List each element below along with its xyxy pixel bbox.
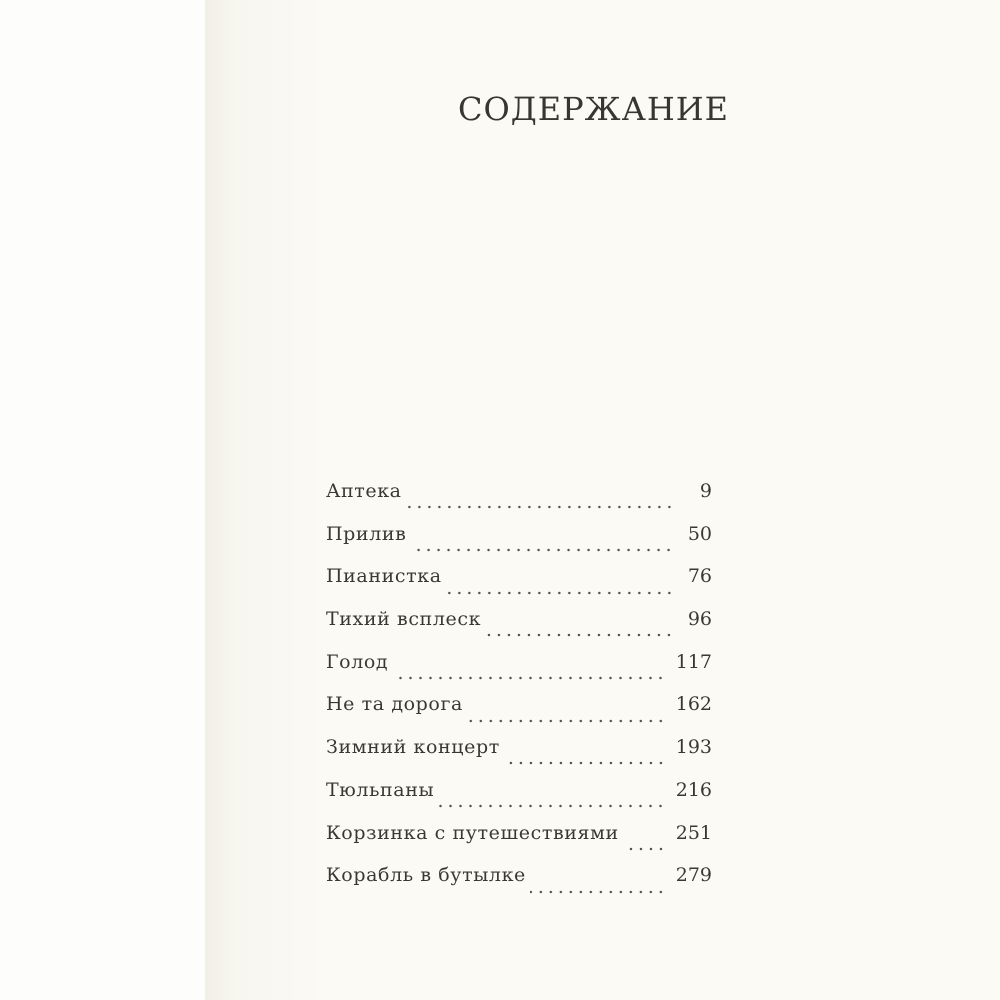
toc-entry bbox=[326, 608, 712, 651]
toc-entry-page: 162 bbox=[675, 693, 712, 716]
dot-leader bbox=[467, 719, 666, 723]
toc-entry-page: 96 bbox=[687, 608, 712, 631]
toc-entry bbox=[326, 565, 712, 608]
toc-entry bbox=[326, 779, 712, 822]
toc-entry bbox=[326, 651, 712, 694]
toc-entry bbox=[326, 736, 712, 779]
toc-entry-page: 76 bbox=[687, 565, 712, 588]
dot-leader bbox=[504, 761, 666, 765]
toc-entry-title: Тихий всплеск bbox=[326, 608, 482, 631]
left-page-edge bbox=[0, 0, 205, 1000]
dot-leader bbox=[623, 847, 666, 851]
toc-entry bbox=[326, 693, 712, 736]
toc-entry-title: Голод bbox=[326, 650, 389, 673]
toc-entry-page: 279 bbox=[675, 864, 712, 887]
toc-entry bbox=[326, 864, 712, 907]
toc-entry-title: Зимний концерт bbox=[326, 736, 500, 759]
toc-entry bbox=[326, 523, 712, 566]
toc-entry-page: 251 bbox=[675, 821, 712, 844]
dot-leader bbox=[410, 548, 674, 552]
toc-entry-title: Корабль в бутылке bbox=[326, 864, 526, 887]
dot-leader bbox=[485, 633, 674, 637]
toc-entry-title: Не та дорога bbox=[326, 693, 463, 716]
toc-entry-page: 50 bbox=[687, 522, 712, 545]
dot-leader bbox=[438, 804, 666, 808]
toc-entry-page: 193 bbox=[675, 736, 712, 759]
dot-leader bbox=[406, 505, 674, 509]
toc-entry-title: Тюльпаны bbox=[326, 778, 435, 801]
table-of-contents bbox=[326, 480, 712, 907]
dot-leader bbox=[446, 591, 674, 595]
toc-entry-title: Аптека bbox=[326, 480, 402, 502]
toc-entry bbox=[326, 480, 712, 523]
toc-entry-page: 216 bbox=[675, 778, 712, 801]
dot-leader bbox=[530, 890, 666, 894]
toc-entry bbox=[326, 822, 712, 865]
toc-entry-page: 9 bbox=[699, 480, 712, 502]
page-title: СОДЕРЖАНИЕ bbox=[458, 90, 729, 128]
toc-entry-title: Корзинка с путешествиями bbox=[326, 821, 619, 844]
toc-entry-title: Пианистка bbox=[326, 565, 442, 588]
toc-entry-page: 117 bbox=[675, 650, 712, 673]
dot-leader bbox=[392, 676, 666, 680]
toc-entry-title: Прилив bbox=[326, 522, 407, 545]
